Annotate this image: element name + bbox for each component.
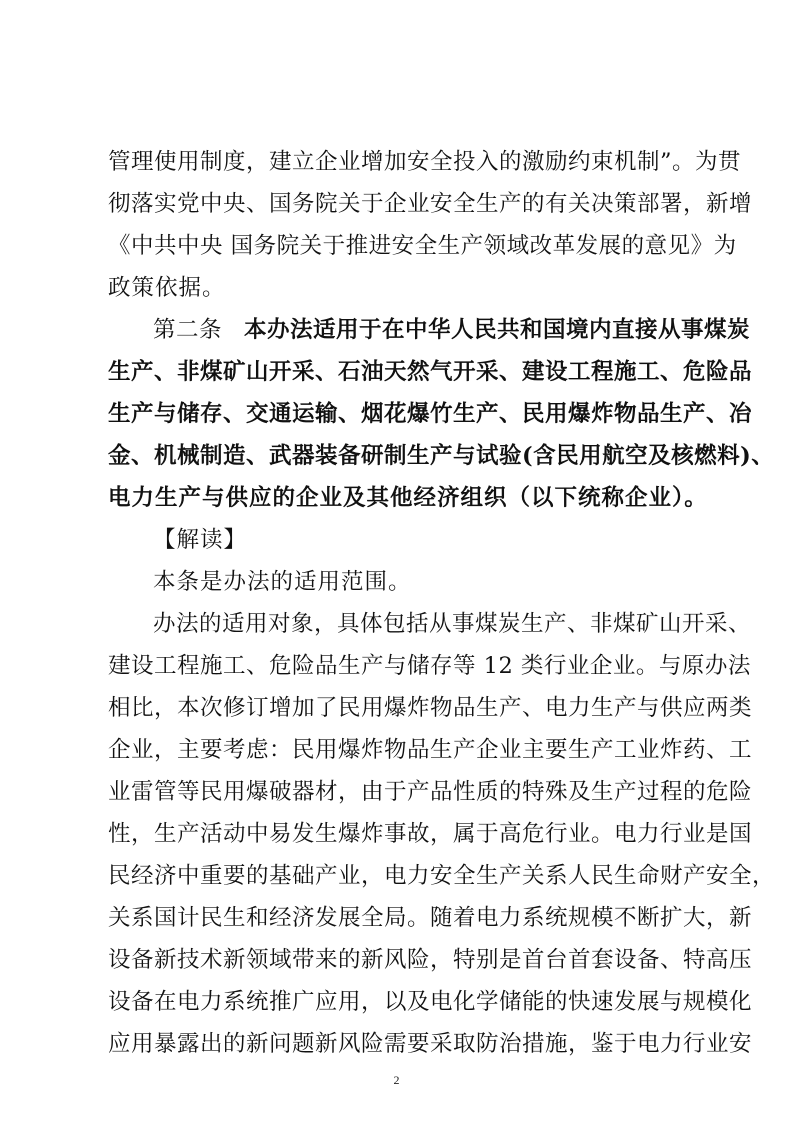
interpretation-heading: 【解读】 (153, 527, 248, 553)
article-text-line-1: 本办法适用于在中华人民共和国境内直接从事煤炭 (244, 317, 751, 343)
article-text-line-2: 生产、非煤矿山开采、石油天然气开采、建设工程施工、危险品 (108, 359, 753, 385)
article-text-line-5: 电力生产与供应的企业及其他经济组织（以下统称企业）。 (108, 485, 708, 511)
scope-paragraph: 本条是办法的适用范围。 (153, 569, 412, 595)
article-text-line-4: 金、机械制造、武器装备研制生产与试验(含民用航空及核燃料)、 (108, 443, 775, 469)
intro-line-1: 管理使用制度，建立企业增加安全投入的激励约束机制”。为贯 (108, 149, 742, 175)
intro-line-2: 彻落实党中央、国务院关于企业安全生产的有关决策部署，新增 (108, 191, 753, 217)
article-number: 第二条 (153, 317, 223, 343)
detail-line-11: 应用暴露出的新问题新风险需要采取防治措施，鉴于电力行业安 (108, 1031, 753, 1057)
detail-line-4: 企业，主要考虑：民用爆炸物品生产企业主要生产工业炸药、工 (108, 737, 753, 763)
article-text-line-3: 生产与储存、交通运输、烟花爆竹生产、民用爆炸物品生产、冶 (108, 401, 753, 427)
detail-line-7: 民经济中重要的基础产业，电力安全生产关系人民生命财产安全， (108, 863, 776, 889)
detail-line-3: 相比，本次修订增加了民用爆炸物品生产、电力生产与供应两类 (108, 695, 753, 721)
page-number: 2 (393, 1073, 400, 1087)
detail-line-1: 办法的适用对象，具体包括从事煤炭生产、非煤矿山开采、 (153, 611, 752, 637)
detail-line-8: 关系国计民生和经济发展全局。随着电力系统规模不断扩大，新 (108, 905, 753, 931)
intro-line-4: 政策依据。 (108, 275, 226, 301)
detail-line-5: 业雷管等民用爆破器材，由于产品性质的特殊及生产过程的危险 (108, 779, 753, 805)
detail-line-10: 设备在电力系统推广应用，以及电化学储能的快速发展与规模化 (108, 989, 753, 1015)
article-first-line (153, 310, 751, 350)
detail-line-2: 建设工程施工、危险品生产与储存等 12 类行业企业。与原办法 (108, 653, 751, 679)
detail-line-9: 设备新技术新领域带来的新风险，特别是首台首套设备、特高压 (108, 947, 753, 973)
detail-line-6: 性，生产活动中易发生爆炸事故，属于高危行业。电力行业是国 (108, 821, 753, 847)
intro-line-3: 《中共中央 国务院关于推进安全生产领域改革发展的意见》为 (108, 233, 737, 259)
